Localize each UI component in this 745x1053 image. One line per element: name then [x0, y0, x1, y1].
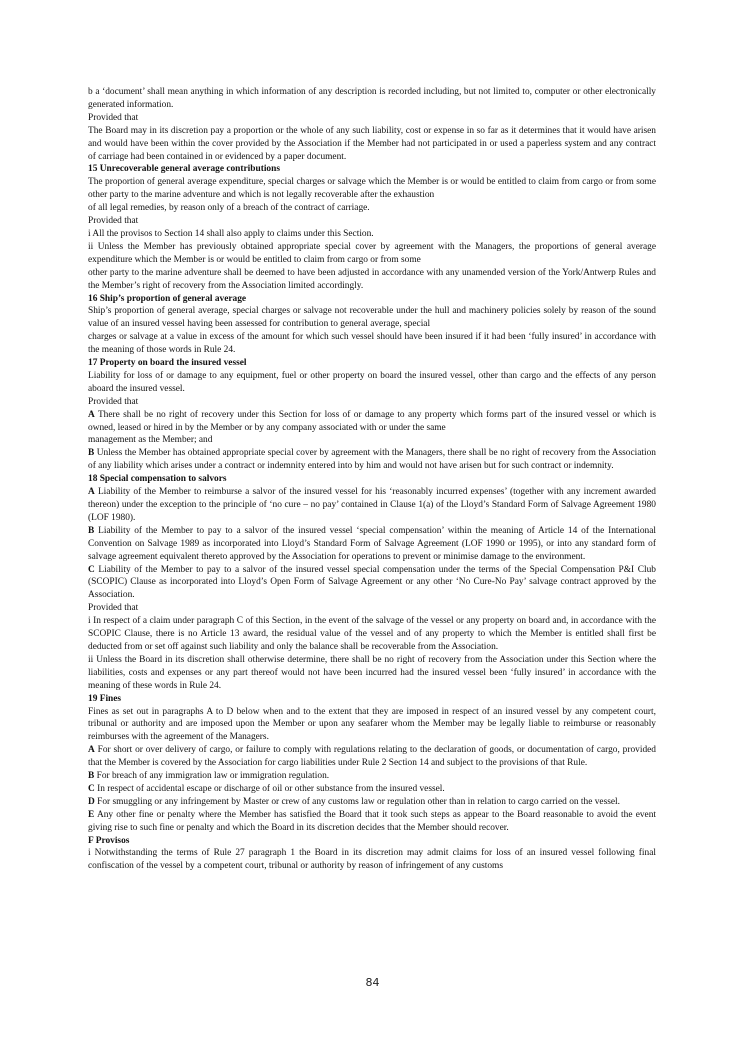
section-18-paragraph-a [88, 486, 656, 525]
paragraph-letter: B [88, 448, 95, 459]
section-19-paragraph-a [88, 744, 656, 770]
paragraph-text: Unless the Member has obtained appropriate special cover by agreement with the Managers, there shall be no right of recovery from the Association of any liability which arises under a contract or indemnity entered into by him and would not have arisen but for such contract or indemnity. [88, 448, 656, 472]
section-18-proviso-ii: ii Unless the Board in its discretion shall otherwise determine, there shall be no right of recovery from the Association under this Section where the liabilities, costs and expenses or any part thereof would not have been incurred had the insured vessel been ‘fully insured’ in accordance with the meaning of these words in Rule 24. [88, 654, 656, 691]
section-19-heading: 19 Fines [88, 693, 122, 704]
provisos-i: i Notwithstanding the terms of Rule 27 paragraph 1 the Board in its discretion may admit claims for loss of an insured vessel following final confiscation of the vessel by a competent court, tribunal or authority by reason of infringement of any customs [88, 848, 656, 872]
paragraph-text: For smuggling or any infringement by Master or crew of any customs law or regulation other than in relation to cargo carried on the vessel. [94, 796, 620, 807]
section-15-proviso-ii-cont: other party to the marine adventure shall be deemed to have been adjusted in accordance with any unamended version of the York/Antwerp Rules and the Member’s right of recovery from the Association limited accordingly. [88, 267, 656, 291]
provisos-heading: F Provisos [88, 835, 130, 846]
section-19-paragraph-b [88, 770, 656, 783]
section-19-paragraph-c [88, 783, 656, 796]
document-page [88, 86, 656, 873]
section-19-body: Fines as set out in paragraphs A to D below when and to the extent that they are imposed in respect of an insured vessel by any competent court, tribunal or authority and are imposed upon the Member or upon any seafarer whom the Member may be legally liable to reimburse or reasonably reimburses with the agreement of the Managers. [88, 706, 656, 743]
section-17-proviso-label: Provided that [88, 396, 139, 407]
section-17-paragraph-a-cont: management as the Member; and [88, 435, 213, 446]
section-17-paragraph-b [88, 447, 656, 473]
section-19-paragraph-e [88, 809, 656, 835]
section-18-paragraph-c [88, 564, 656, 603]
paragraph-text: In respect of accidental escape or discharge of oil or other substance from the insured vessel. [94, 783, 445, 794]
proviso-label: Provided that [88, 112, 139, 123]
section-18-heading: 18 Special compensation to salvors [88, 474, 227, 485]
section-15-body-cont: of all legal remedies, by reason only of a breach of the contract of carriage. [88, 203, 370, 214]
paragraph-text: There shall be no right of recovery under this Section for loss of or damage to any property which forms part of the insured vessel or which is owned, leased or hired in by the Member or by any company associated with or under the same [88, 409, 656, 433]
section-17-body: Liability for loss of or damage to any equipment, fuel or other property on board the insured vessel, other than cargo and the effects of any person aboard the insured vessel. [88, 370, 656, 394]
section-15-proviso-ii: ii Unless the Member has previously obtained appropriate special cover by agreement with the Managers, the proportions of general average expenditure which the Member is or would be entitled to claim from cargo or from some [88, 241, 656, 265]
section-18-proviso-i: i In respect of a claim under paragraph C of this Section, in the event of the salvage of the vessel or any property on board and, in accordance with the SCOPIC Clause, there is no Article 13 award, the residual value of the vessel and of any property to which the Member is entitled shall first be deducted from or set off against such liability and only the balance shall be recoverable from the Association. [88, 616, 656, 652]
section-17-heading: 17 Property on board the insured vessel [88, 358, 247, 369]
paragraph-letter: C [88, 564, 95, 575]
paragraph-text: For short or over delivery of cargo, or failure to comply with regulations relating to the declaration of goods, or documentation of cargo, provided that the Member is covered by the Association for cargo liabilities under Rule 2 Section 14 and subject to the provisions of that Rule. [88, 745, 656, 769]
section-18-proviso-label: Provided that [88, 603, 139, 614]
paragraph-letter: D [88, 796, 95, 807]
paragraph-letter: B [88, 771, 95, 782]
section-16-body: Ship’s proportion of general average, special charges or salvage not recoverable under the hull and machinery policies solely by reason of the sound value of an insured vessel having been assessed for contribution to general average, special [88, 306, 656, 330]
paragraph-letter: A [88, 487, 95, 498]
paragraph-text: Liability of the Member to pay to a salvor of the insured vessel ‘special compensation’ within the meaning of Article 14 of the International Convention on Salvage 1989 as incorporated into Lloyd’s Standard Form of Salvage Agreement (LOF 1990 or 1995), or into any standard form of salvage agreement equivalent thereto approved by the Association for operations to prevent or minimise damage to the environment. [88, 525, 656, 562]
paragraph-text: Liability of the Member to reimburse a salvor of the insured vessel for his ‘reasonably incurred expenses’ (together with any increment awarded thereon) under the exception to the principle of ‘no cure – no pay’ contained in Clause 1(a) of the Lloyd’s Standard Form of Salvage Agreement 1980 (LOF 1980). [88, 487, 656, 523]
paragraph-text: For breach of any immigration law or immigration regulation. [94, 771, 330, 782]
section-15-proviso-i: i All the provisos to Section 14 shall also apply to claims under this Section. [88, 228, 374, 239]
paragraph-letter: C [88, 783, 95, 794]
section-19-paragraph-d [88, 796, 656, 809]
paragraph-text: Liability of the Member to pay to a salvor of the insured vessel special compensation under the terms of the Special Compensation P&I Club (SCOPIC) Clause as incorporated into Lloyd’s Open Form of Salvage Agreement or any other ‘No Cure-No Pay’ salvage contract approved by the Association. [88, 564, 656, 601]
section-15-heading: 15 Unrecoverable general average contributions [88, 164, 280, 175]
section-16-heading: 16 Ship’s proportion of general average [88, 293, 247, 304]
section-18-paragraph-b [88, 525, 656, 564]
board-discretion-paragraph: The Board may in its discretion pay a proportion or the whole of any such liability, cost or expense in so far as it determines that it would have arisen and would have been within the cover provided by the Association if the Member had not participated in or used a paperless system and any contract of carriage had been contained in or evidenced by a paper document. [88, 125, 656, 162]
paragraph-text: Any other fine or penalty where the Member has satisfied the Board that it took such steps as appear to the Board reasonable to avoid the event giving rise to such fine or penalty and which the Board in its discretion decides that the Member should recover. [88, 809, 656, 833]
section-15-proviso-label: Provided that [88, 216, 139, 227]
page-number: 84 [365, 976, 380, 989]
paragraph-letter: A [88, 745, 95, 756]
paragraph-letter: B [88, 525, 95, 536]
section-17-paragraph-a [88, 409, 656, 435]
section-15-body: The proportion of general average expenditure, special charges or salvage which the Member is or would be entitled to claim from cargo or from some other party to the marine adventure and which is not legally recoverable after the exhaustion [88, 177, 656, 201]
definition-document: b a ‘document’ shall mean anything in which information of any description is recorded including, but not limited to, computer or other electronically generated information. [88, 87, 656, 110]
paragraph-letter: A [88, 409, 95, 420]
paragraph-letter: E [88, 809, 95, 820]
section-16-body-cont: charges or salvage at a value in excess of the amount for which such vessel should have been insured if it had been ‘fully insured’ in accordance with the meaning of those words in Rule 24. [88, 332, 656, 356]
